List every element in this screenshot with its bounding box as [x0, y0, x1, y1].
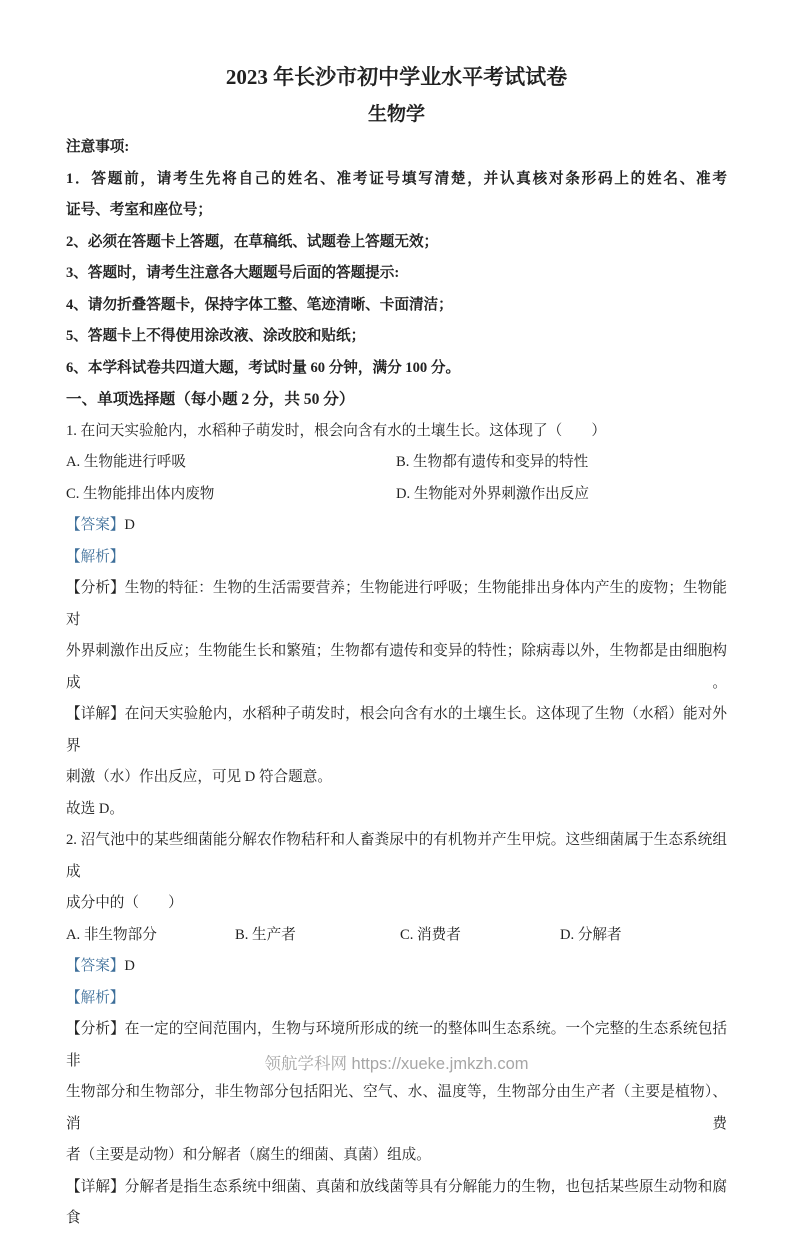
question-2-analysis-line-2: 生物部分和生物部分，非生物部分包括阳光、空气、水、温度等，生物部分由生产者（主要是植物）、消费 — [66, 1084, 727, 1132]
question-2-detail-line-1: 【详解】分解者是指生态系统中细菌、真菌和放线菌等具有分解能力的生物，也包括某些原生动物和腐食 — [66, 1178, 727, 1226]
question-1-options-row-2 — [66, 479, 727, 511]
question-1-conclusion: 故选 D。 — [66, 800, 124, 817]
question-1-option-d: D. 生物能对外界刺激作出反应 — [396, 485, 589, 502]
notice-item-6: 6、本学科试卷共四道大题，考试时量 60 分钟，满分 100 分。 — [66, 359, 461, 376]
question-2-option-a: A. 非生物部分 — [66, 926, 157, 943]
notice-item-1-line-2: 证号、考室和座位号； — [66, 202, 212, 218]
notice-item-4: 4、请勿折叠答题卡，保持字体工整、笔迹清晰、卡面清洁； — [66, 296, 453, 313]
question-2-analysis-line-3: 者（主要是动物）和分解者（腐生的细菌、真菌）组成。 — [66, 1147, 431, 1163]
question-2-jiexi-label: 【解析】 — [66, 989, 125, 1006]
question-2-stem-line-2: 成分中的（ ） — [66, 895, 183, 911]
question-1-stem: 1. 在问天实验舱内，水稻种子萌发时，根会向含有水的土壤生长。这体现了（ ） — [66, 422, 606, 439]
question-1-answer-label: 【答案】 — [66, 517, 125, 533]
question-2-answer-line — [66, 951, 727, 983]
question-2-option-c: C. 消费者 — [400, 926, 461, 943]
question-1-option-a: A. 生物能进行呼吸 — [66, 454, 186, 470]
notice-heading: 注意事项: — [66, 139, 130, 155]
question-1-answer-value: D — [124, 517, 135, 533]
question-1-answer-line — [66, 510, 727, 542]
question-1-options-row-1 — [66, 447, 727, 479]
exam-subject: 生物学 — [367, 104, 425, 125]
question-2-stem-line-1: 2. 沼气池中的某些细菌能分解农作物秸秆和人畜粪尿中的有机物并产生甲烷。这些细菌属于生态系统组成 — [66, 832, 727, 880]
question-2-answer-value: D — [124, 958, 135, 974]
question-2-answer-label: 【答案】 — [66, 958, 125, 974]
question-1-detail-line-1: 【详解】在问天实验舱内，水稻种子萌发时，根会向含有水的土壤生长。这体现了生物（水稻）能对外界 — [66, 706, 727, 754]
notice-item-1-line-1: 1．答题前，请考生先将自己的姓名、准考证号填写清楚，并认真核对条形码上的姓名、准考 — [66, 170, 727, 187]
question-1-option-c: C. 生物能排出体内废物 — [66, 485, 215, 502]
question-2-jiexi-line — [66, 983, 727, 1015]
site-footer: 领航学科网 https://xueke.jmkzh.com — [264, 1055, 529, 1073]
question-1-jiexi-line — [66, 542, 727, 574]
notice-item-3: 3、答题时，请考生注意各大题题号后面的答题提示: — [66, 265, 400, 281]
question-2-option-d: D. 分解者 — [560, 926, 622, 943]
section-heading: 一、单项选择题（每小题 2 分，共 50 分） — [66, 391, 355, 408]
question-1-analysis-line-2: 外界刺激作出反应；生物能生长和繁殖；生物都有遗传和变异的特性；除病毒以外，生物都是由细胞构成。 — [66, 643, 727, 691]
question-1-detail-line-2: 刺激（水）作出反应，可见 D 符合题意。 — [66, 769, 332, 785]
notice-item-2: 2、必须在答题卡上答题，在草稿纸、试题卷上答题无效； — [66, 233, 439, 250]
question-2-analysis-line-1: 【分析】在一定的空间范围内，生物与环境所形成的统一的整体叫生态系统。一个完整的生态系统包括非 — [66, 1021, 727, 1069]
question-1-jiexi-label: 【解析】 — [66, 548, 125, 565]
exam-title: 2023 年长沙市初中学业水平考试试卷 — [225, 65, 568, 89]
question-1-option-b: B. 生物都有遗传和变异的特性 — [396, 454, 589, 470]
question-1-analysis-line-1: 【分析】生物的特征：生物的生活需要营养；生物能进行呼吸；生物能排出身体内产生的废物；生物能对 — [66, 580, 727, 628]
notice-item-5: 5、答题卡上不得使用涂改液、涂改胶和贴纸； — [66, 328, 366, 344]
question-2-option-b: B. 生产者 — [235, 926, 296, 943]
question-2-options-row — [66, 920, 727, 952]
